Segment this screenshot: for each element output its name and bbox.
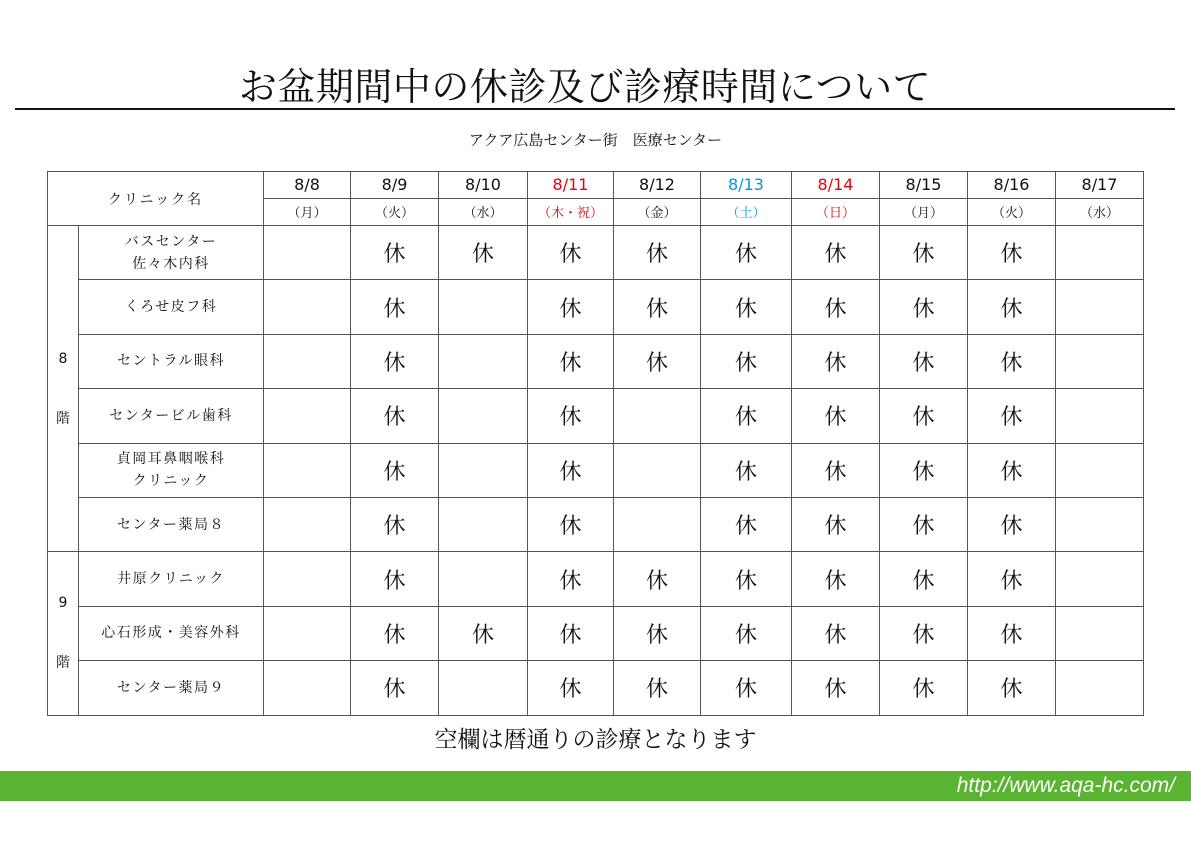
schedule-table (47, 171, 1144, 716)
date-label: 8/10 (465, 175, 501, 194)
closed-mark-cell: 休 (968, 389, 1056, 443)
closed-mark-cell: 休 (968, 661, 1056, 715)
open-day-cell (1056, 389, 1144, 443)
weekday-header-cell (968, 199, 1056, 226)
date-header-cell (792, 172, 880, 199)
closed-mark-cell: 休 (880, 552, 968, 606)
closed-mark-cell: 休 (614, 226, 701, 280)
clinic-name-line: バスセンター (124, 233, 218, 250)
open-day-cell (264, 389, 351, 443)
closed-mark-cell: 休 (880, 226, 968, 280)
weekday-label: （水） (463, 205, 503, 221)
weekday-header-cell (528, 199, 614, 226)
closed-mark-cell: 休 (792, 606, 880, 660)
clinic-name-header (48, 172, 264, 226)
floor-label-stack (48, 349, 78, 429)
clinic-name-header-label: クリニック名 (107, 191, 204, 208)
weekday-header-cell (439, 199, 528, 226)
closed-mark-cell: 休 (701, 443, 792, 497)
footer-bar (0, 771, 1191, 801)
floor-label: 階 (56, 655, 70, 672)
date-label: 8/13 (728, 175, 764, 194)
weekday-label: （日） (816, 205, 856, 221)
closed-mark-cell: 休 (701, 661, 792, 715)
date-label: 8/14 (817, 175, 854, 194)
closed-mark-cell: 休 (614, 552, 701, 606)
open-day-cell (1056, 552, 1144, 606)
closed-mark-cell: 休 (792, 334, 880, 388)
open-day-cell (1056, 497, 1144, 551)
clinic-name-cell (79, 552, 264, 606)
open-day-cell (264, 552, 351, 606)
date-label: 8/8 (294, 175, 320, 194)
clinic-name-line: 佐々木内科 (132, 255, 210, 272)
closed-mark-cell: 休 (439, 226, 528, 280)
closed-mark-cell: 休 (528, 334, 614, 388)
clinic-row (48, 334, 1144, 388)
open-day-cell (439, 334, 528, 388)
clinic-name-cell (79, 606, 264, 660)
closed-mark-cell: 休 (351, 226, 439, 280)
clinic-row (48, 497, 1144, 551)
closed-mark-cell: 休 (701, 552, 792, 606)
open-day-cell (264, 226, 351, 280)
open-day-cell (1056, 661, 1144, 715)
closed-mark-cell: 休 (792, 497, 880, 551)
date-header-cell (614, 172, 701, 199)
closed-mark-cell: 休 (439, 606, 528, 660)
weekday-label: （火） (375, 205, 415, 221)
page-title: お盆期間中の休診及び診療時間について (238, 65, 932, 109)
open-day-cell (439, 661, 528, 715)
clinic-name-cell (79, 497, 264, 551)
floor-number: 8 (58, 350, 68, 367)
closed-mark-cell: 休 (792, 552, 880, 606)
date-label: 8/15 (905, 175, 942, 194)
date-header-cell (968, 172, 1056, 199)
closed-mark-cell: 休 (701, 497, 792, 551)
closed-mark-cell: 休 (701, 280, 792, 334)
closed-mark-cell: 休 (351, 389, 439, 443)
clinic-name-line: センター薬局９ (117, 679, 225, 696)
closed-mark-cell: 休 (528, 552, 614, 606)
closed-mark-cell: 休 (792, 661, 880, 715)
closed-mark-cell: 休 (701, 606, 792, 660)
closed-mark-cell: 休 (701, 226, 792, 280)
open-day-cell (264, 280, 351, 334)
clinic-row (48, 389, 1144, 443)
floor-number: 9 (58, 595, 68, 612)
clinic-name-line: センタービル歯科 (109, 407, 233, 424)
footnote: 空欄は暦通りの診療となります (434, 727, 757, 753)
open-day-cell (614, 497, 701, 551)
floor-cell (48, 552, 79, 715)
date-header-cell (880, 172, 968, 199)
clinic-name-cell (79, 334, 264, 388)
schedule-body (48, 226, 1144, 716)
open-day-cell (1056, 443, 1144, 497)
closed-mark-cell: 休 (614, 661, 701, 715)
closed-mark-cell: 休 (792, 443, 880, 497)
clinic-row (48, 661, 1144, 715)
open-day-cell (439, 497, 528, 551)
clinic-name-line: 井原クリニック (117, 571, 225, 588)
closed-mark-cell: 休 (880, 389, 968, 443)
closed-mark-cell: 休 (351, 606, 439, 660)
open-day-cell (264, 334, 351, 388)
open-day-cell (439, 552, 528, 606)
open-day-cell (439, 389, 528, 443)
closed-mark-cell: 休 (701, 334, 792, 388)
page-subtitle: アクア広島センター街 医療センター (468, 131, 723, 149)
clinic-name-line: くろせ皮フ科 (124, 299, 218, 316)
date-header-cell (351, 172, 439, 199)
closed-mark-cell: 休 (528, 226, 614, 280)
weekday-header-cell (1056, 199, 1144, 226)
open-day-cell (614, 443, 701, 497)
open-day-cell (439, 443, 528, 497)
website-url: http://www.aqa-hc.com/ (956, 774, 1175, 797)
closed-mark-cell: 休 (528, 497, 614, 551)
weekday-header-cell (351, 199, 439, 226)
clinic-row (48, 606, 1144, 660)
closed-mark-cell: 休 (792, 389, 880, 443)
clinic-name-line: センター薬局８ (117, 516, 225, 533)
weekday-label: （木・祝） (538, 205, 604, 221)
closed-mark-cell: 休 (528, 606, 614, 660)
weekday-label: （金） (637, 205, 677, 221)
closed-mark-cell: 休 (968, 443, 1056, 497)
weekday-label: （土） (726, 205, 766, 221)
closed-mark-cell: 休 (968, 226, 1056, 280)
clinic-name-cell (79, 226, 264, 280)
closed-mark-cell: 休 (968, 334, 1056, 388)
closed-mark-cell: 休 (351, 443, 439, 497)
clinic-row (48, 443, 1144, 497)
weekday-header-cell (701, 199, 792, 226)
floor-label-stack (48, 593, 78, 673)
weekday-label: （火） (992, 205, 1032, 221)
date-header-cell (1056, 172, 1144, 199)
closed-mark-cell: 休 (968, 606, 1056, 660)
date-header-cell (264, 172, 351, 199)
weekday-header-cell (880, 199, 968, 226)
open-day-cell (1056, 226, 1144, 280)
clinic-name-cell (79, 280, 264, 334)
closed-mark-cell: 休 (792, 280, 880, 334)
date-label: 8/12 (639, 175, 675, 194)
weekday-header-cell (264, 199, 351, 226)
closed-mark-cell: 休 (528, 443, 614, 497)
weekday-label: （月） (287, 205, 327, 221)
closed-mark-cell: 休 (880, 661, 968, 715)
closed-mark-cell: 休 (880, 443, 968, 497)
closed-mark-cell: 休 (880, 280, 968, 334)
closed-mark-cell: 休 (792, 226, 880, 280)
clinic-name-line: 貞岡耳鼻咽喉科 (116, 451, 226, 468)
closed-mark-cell: 休 (351, 661, 439, 715)
date-label: 8/9 (381, 175, 408, 194)
date-label: 8/16 (993, 175, 1030, 194)
clinic-name-cell (79, 389, 264, 443)
closed-mark-cell: 休 (968, 552, 1056, 606)
open-day-cell (1056, 280, 1144, 334)
clinic-name-line: 心石形成・美容外科 (101, 625, 241, 642)
date-header-cell (528, 172, 614, 199)
open-day-cell (264, 606, 351, 660)
open-day-cell (1056, 606, 1144, 660)
closed-mark-cell: 休 (351, 334, 439, 388)
clinic-name-cell (79, 443, 264, 497)
title-underline (15, 108, 1175, 110)
date-header-row (48, 172, 1144, 199)
floor-label: 階 (56, 410, 70, 427)
closed-mark-cell: 休 (968, 280, 1056, 334)
closed-mark-cell: 休 (614, 280, 701, 334)
clinic-row (48, 552, 1144, 606)
open-day-cell (264, 661, 351, 715)
clinic-row (48, 226, 1144, 280)
date-label: 8/11 (552, 175, 589, 194)
open-day-cell (264, 443, 351, 497)
open-day-cell (1056, 334, 1144, 388)
closed-mark-cell: 休 (614, 334, 701, 388)
closed-mark-cell: 休 (351, 280, 439, 334)
date-header-cell (439, 172, 528, 199)
date-label: 8/17 (1081, 175, 1118, 194)
closed-mark-cell: 休 (528, 661, 614, 715)
weekday-header-cell (792, 199, 880, 226)
clinic-row (48, 280, 1144, 334)
closed-mark-cell: 休 (528, 280, 614, 334)
open-day-cell (264, 497, 351, 551)
closed-mark-cell: 休 (528, 389, 614, 443)
closed-mark-cell: 休 (968, 497, 1056, 551)
open-day-cell (614, 389, 701, 443)
closed-mark-cell: 休 (351, 552, 439, 606)
clinic-name-line: クリニック (132, 473, 210, 490)
weekday-header-cell (614, 199, 701, 226)
date-header-cell (701, 172, 792, 199)
floor-cell (48, 226, 79, 552)
closed-mark-cell: 休 (880, 497, 968, 551)
clinic-name-cell (79, 661, 264, 715)
closed-mark-cell: 休 (614, 606, 701, 660)
weekday-label: （月） (904, 205, 944, 221)
weekday-label: （水） (1080, 205, 1120, 221)
closed-mark-cell: 休 (880, 334, 968, 388)
closed-mark-cell: 休 (351, 497, 439, 551)
clinic-name-line: セントラル眼科 (116, 353, 226, 370)
closed-mark-cell: 休 (880, 606, 968, 660)
closed-mark-cell: 休 (701, 389, 792, 443)
open-day-cell (439, 280, 528, 334)
